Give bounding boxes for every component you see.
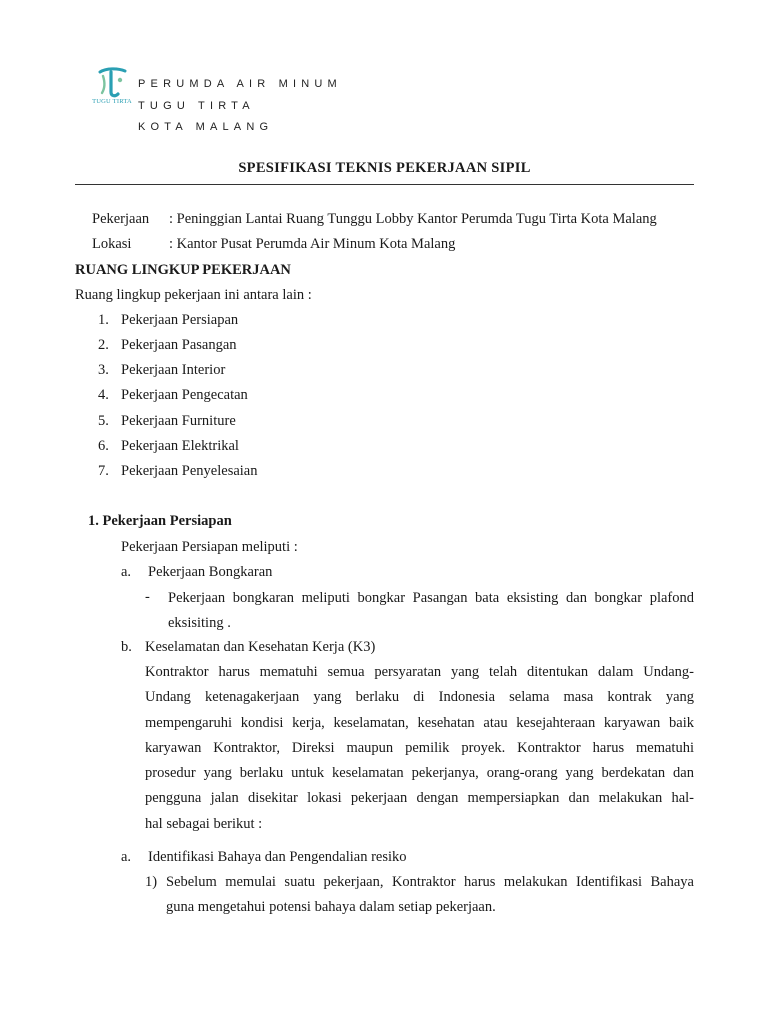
text-line: Undang ketenagakerjaan yang berlaku di Indonesia selama masa kontrak yang bbox=[145, 689, 694, 706]
org-name-line-2: TUGU TIRTA bbox=[138, 100, 255, 112]
list-number: 2. bbox=[98, 337, 109, 353]
list-number: 1. bbox=[98, 312, 109, 328]
list-number: 3. bbox=[98, 362, 109, 378]
sub-marker: b. bbox=[121, 639, 132, 655]
scope-heading: RUANG LINGKUP PEKERJAAN bbox=[75, 262, 291, 278]
text-line: pengguna jalan disekitar lokasi pekerjaan dengan mempersiapkan dan melakukan hal- bbox=[145, 790, 694, 807]
meta-value: : Peninggian Lantai Ruang Tunggu Lobby Kantor Perumda Tugu Tirta Kota Malang bbox=[169, 211, 657, 227]
org-name-line-1: PERUMDA AIR MINUM bbox=[138, 78, 342, 90]
section-heading: 1. Pekerjaan Persiapan bbox=[88, 513, 232, 529]
text-line: Pekerjaan bongkaran meliputi bongkar Pasangan bata eksisting dan bongkar plafond bbox=[168, 590, 694, 606]
sub-marker: a. bbox=[121, 849, 132, 865]
list-text: Pekerjaan Interior bbox=[121, 362, 226, 378]
list-text: Pekerjaan Penyelesaian bbox=[121, 463, 258, 479]
company-logo bbox=[92, 66, 132, 110]
text-line: Sebelum memulai suatu pekerjaan, Kontraktor harus melakukan Identifikasi Bahaya bbox=[166, 874, 694, 890]
numbered-text bbox=[166, 870, 694, 921]
list-item bbox=[98, 413, 236, 430]
list-item bbox=[98, 312, 238, 329]
list-item bbox=[98, 337, 237, 354]
sub-title: Keselamatan dan Kesehatan Kerja (K3) bbox=[145, 639, 376, 655]
section-intro: Pekerjaan Persiapan meliputi : bbox=[121, 539, 298, 555]
list-item bbox=[98, 362, 225, 379]
scope-intro: Ruang lingkup pekerjaan ini antara lain : bbox=[75, 287, 312, 303]
list-item bbox=[98, 387, 248, 404]
sub-marker: a. bbox=[121, 564, 132, 580]
sub-title: Pekerjaan Bongkaran bbox=[148, 564, 273, 580]
list-number: 5. bbox=[98, 413, 109, 429]
list-number: 4. bbox=[98, 387, 109, 403]
list-text: Pekerjaan Persiapan bbox=[121, 312, 239, 328]
text-line: mempengaruhi kondisi kerja, keselamatan, kesehatan atau kesejahteraan karyawan baik bbox=[145, 714, 694, 731]
meta-row-lokasi bbox=[92, 236, 455, 253]
sub-title: Identifikasi Bahaya dan Pengendalian resiko bbox=[148, 849, 407, 865]
list-number: 6. bbox=[98, 438, 109, 454]
list-text: Pekerjaan Elektrikal bbox=[121, 438, 239, 454]
org-name-line-3: KOTA MALANG bbox=[138, 121, 274, 133]
numbered-marker: 1) bbox=[145, 874, 158, 890]
text-line: guna mengetahui potensi bahaya dalam setiap pekerjaan. bbox=[166, 899, 496, 916]
text-line: Kontraktor harus mematuhi semua persyaratan yang telah ditentukan dalam Undang- bbox=[145, 664, 694, 680]
document-title: SPESIFIKASI TEKNIS PEKERJAAN SIPIL bbox=[238, 160, 531, 176]
dash-marker: - bbox=[145, 589, 150, 605]
k3-paragraph bbox=[145, 660, 694, 837]
list-text: Pekerjaan Pengecatan bbox=[121, 387, 248, 403]
meta-label: Lokasi bbox=[92, 236, 132, 252]
meta-label: Pekerjaan bbox=[92, 211, 150, 227]
text-line: karyawan Kontraktor, Direksi maupun pemilik proyek. Kontraktor harus mematuhi bbox=[145, 739, 694, 756]
meta-row-pekerjaan bbox=[92, 211, 657, 228]
text-line: hal sebagai berikut : bbox=[145, 815, 263, 832]
title-divider bbox=[75, 184, 694, 185]
list-item bbox=[98, 438, 239, 455]
list-number: 7. bbox=[98, 463, 109, 479]
list-text: Pekerjaan Furniture bbox=[121, 413, 236, 429]
list-text: Pekerjaan Pasangan bbox=[121, 337, 237, 353]
bullet-text bbox=[168, 586, 694, 637]
meta-value: : Kantor Pusat Perumda Air Minum Kota Malang bbox=[169, 236, 456, 252]
text-line: eksisiting . bbox=[168, 615, 231, 632]
text-line: prosedur yang berlaku untuk keselamatan pekerjanya, orang-orang yang berdekatan dan bbox=[145, 765, 694, 782]
logo-caption: TUGU TIRTA bbox=[92, 98, 132, 105]
list-item bbox=[98, 463, 257, 480]
